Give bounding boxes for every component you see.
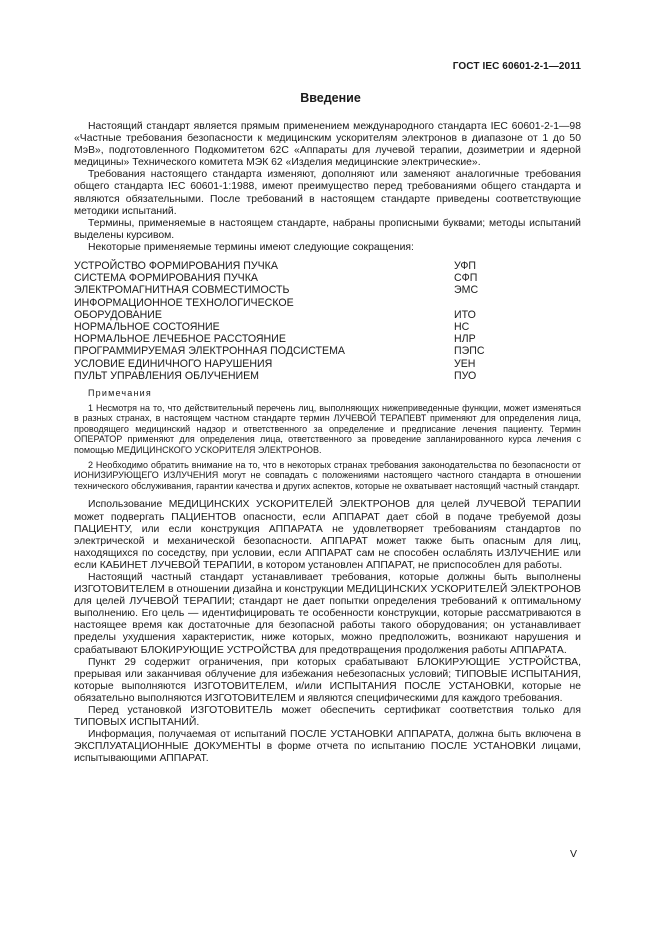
abbreviation-term: УСТРОЙСТВО ФОРМИРОВАНИЯ ПУЧКА — [74, 260, 278, 273]
abbreviation-row — [74, 297, 581, 321]
document-header-id: ГОСТ IEC 60601-2-1—2011 — [452, 61, 581, 72]
note-item: 2 Необходимо обратить внимание на то, что в некоторых странах требования законодательства по безопасности от ИОНИЗИРУЮЩЕГО ИЗЛУЧЕНИЯ могут не совпадать с положениями настоящего частного стандарта в отношении технического обслуживания, гарантии качества и других аспектов, которые не охватывает настоящий частный стандарт. — [74, 459, 581, 491]
abbreviation-code: НС — [454, 321, 470, 334]
paragraph: Использование МЕДИЦИНСКИХ УСКОРИТЕЛЕЙ ЭЛЕКТРОНОВ для целей ЛУЧЕВОЙ ТЕРАПИИ может подвергать ПАЦИЕНТОВ опасности, если АППАРАТ дает сбой в подаче требуемой дозы ПАЦИЕНТУ, или если конструкция АППАРАТА не удовлетворяет требованиям стандартов по электрической и механической безопасности. АППАРАТ может также быть опасным для лиц, находящихся по соседству, при условии, если АППАРАТ сам не способен ослаблять ИЗЛУЧЕНИЕ или если КАБИНЕТ ЛУЧЕВОЙ ТЕРАПИИ, в котором установлен АППАРАТ, не приспособлен для работы. — [74, 499, 581, 571]
paragraph: Настоящий частный стандарт устанавливает требования, которые должны быть выполнены ИЗГОТОВИТЕЛЕМ в отношении дизайна и конструкции МЕДИЦИНСКИХ УСКОРИТЕЛЕЙ ЭЛЕКТРОНОВ для целей ЛУЧЕВОЙ ТЕРАПИИ; стандарт не дает попытки определения требований к оптимальному выполнению. Его цель — идентифицировать те особенности конструкции, которые рассматриваются в настоящее время как достаточные для безопасной работы такого оборудования; он устанавливает пределы ухудшения характеристик, ниже которых, можно предположить, возникают нарушения и срабатывают БЛОКИРУЮЩИЕ УСТРОЙСТВА для предотвращения продолжения работы АППАРАТА. — [74, 571, 581, 656]
abbreviation-term: ЭЛЕКТРОМАГНИТНАЯ СОВМЕСТИМОСТЬ — [74, 284, 290, 297]
document-body — [74, 121, 581, 765]
abbreviation-row — [74, 284, 581, 296]
abbreviation-term: НОРМАЛЬНОЕ СОСТОЯНИЕ — [74, 321, 220, 334]
paragraph: Информация, получаемая от испытаний ПОСЛЕ УСТАНОВКИ АППАРАТА, должна быть включена в ЭКСПЛУАТАЦИОННЫЕ ДОКУМЕНТЫ в форме отчета по испытанию ПОСЛЕ УСТАНОВКИ лицами, испытывающими АППАРАТ. — [74, 729, 581, 765]
abbreviation-row — [74, 358, 581, 370]
note-item: 1 Несмотря на то, что действительный перечень лиц, выполняющих нижеприведенные функции, может изменяться в разных странах, в настоящем частном стандарте термин ЛУЧЕВОЙ ТЕРАПЕВТ применяют для определения лица, проводящего медицинский надзор и ответственного за определение и предписание лечения пациенту. Термин ОПЕРАТОР применяют для определения лица, ответственного за проведение запланированного курса лечения с помощью МЕДИЦИНСКОГО УСКОРИТЕЛЯ ЭЛЕКТРОНОВ. — [74, 402, 581, 456]
abbreviation-code: ИТО — [454, 308, 476, 321]
abbreviation-row — [74, 333, 581, 345]
paragraph: Настоящий стандарт является прямым применением международного стандарта IEC 60601-2-1—98 «Частные требования безопасности к медицинским ускорителям электронов в диапазоне от 1 до 50 МэВ», подготовленного Подкомитетом 62С «Аппараты для лучевой терапии, дозиметрии и ядерной медицины» Технического комитета МЭК 62 «Изделия медицинские электрические». — [74, 121, 581, 169]
body-continued — [74, 499, 581, 765]
abbreviation-row — [74, 370, 581, 382]
abbreviation-code: УФП — [454, 260, 477, 273]
abbreviation-row — [74, 260, 581, 272]
notes-block — [74, 388, 581, 491]
abbreviation-term: НОРМАЛЬНОЕ ЛЕЧЕБНОЕ РАССТОЯНИЕ — [74, 333, 286, 346]
abbreviation-term: ПРОГРАММИРУЕМАЯ ЭЛЕКТРОННАЯ ПОДСИСТЕМА — [74, 345, 345, 358]
abbreviation-term: ПУЛЬТ УПРАВЛЕНИЯ ОБЛУЧЕНИЕМ — [74, 369, 259, 382]
abbreviation-code: ЭМС — [454, 284, 479, 297]
abbreviation-term: СИСТЕМА ФОРМИРОВАНИЯ ПУЧКА — [74, 272, 258, 285]
abbreviation-code: ПЭПС — [454, 345, 485, 358]
abbreviation-row — [74, 321, 581, 333]
paragraph: Требования настоящего стандарта изменяют, дополняют или заменяют аналогичные требования общего стандарта IEC 60601-1:1988, имеют преимущество перед требованиями общего стандарта и являются обязательными. После требований в настоящем стандарте приведены соответствующие методики испытаний. — [74, 169, 581, 217]
paragraph: Термины, применяемые в настоящем стандарте, набраны прописными буквами; методы испытаний выделены курсивом. — [74, 217, 581, 241]
abbreviation-code: СФП — [454, 272, 478, 285]
paragraph: Перед установкой ИЗГОТОВИТЕЛЬ может обеспечить сертификат соответствия только для ТИПОВЫХ ИСПЫТАНИЙ. — [74, 705, 581, 729]
notes-title: Примечания — [88, 388, 152, 399]
section-title: Введение — [300, 91, 361, 105]
abbreviation-code: ПУО — [454, 369, 477, 382]
abbreviation-row — [74, 345, 581, 357]
paragraph: Некоторые применяемые термины имеют следующие сокращения: — [88, 241, 414, 253]
abbreviation-term: УСЛОВИЕ ЕДИНИЧНОГО НАРУШЕНИЯ — [74, 357, 273, 370]
abbreviation-code: УЕН — [454, 357, 476, 370]
abbreviations-list — [74, 260, 581, 382]
page-number: V — [569, 848, 577, 860]
abbreviation-row — [74, 272, 581, 284]
abbreviation-term: ИНФОРМАЦИОННОЕ ТЕХНОЛОГИЧЕСКОЕ ОБОРУДОВАНИЕ — [74, 296, 294, 321]
abbreviation-code: НЛР — [454, 333, 476, 346]
paragraph: Пункт 29 содержит ограничения, при которых срабатывают БЛОКИРУЮЩИЕ УСТРОЙСТВА, прерывая или заканчивая облучение для избежания небезопасных условий; ТИПОВЫЕ ИСПЫТАНИЯ, которые выполняются ИЗГОТОВИТЕЛЕМ, и/или ИСПЫТАНИЯ ПОСЛЕ УСТАНОВКИ, которые не обязательно выполняются ИЗГОТОВИТЕЛЕМ и являются специфическими для каждого требования. — [74, 656, 581, 704]
